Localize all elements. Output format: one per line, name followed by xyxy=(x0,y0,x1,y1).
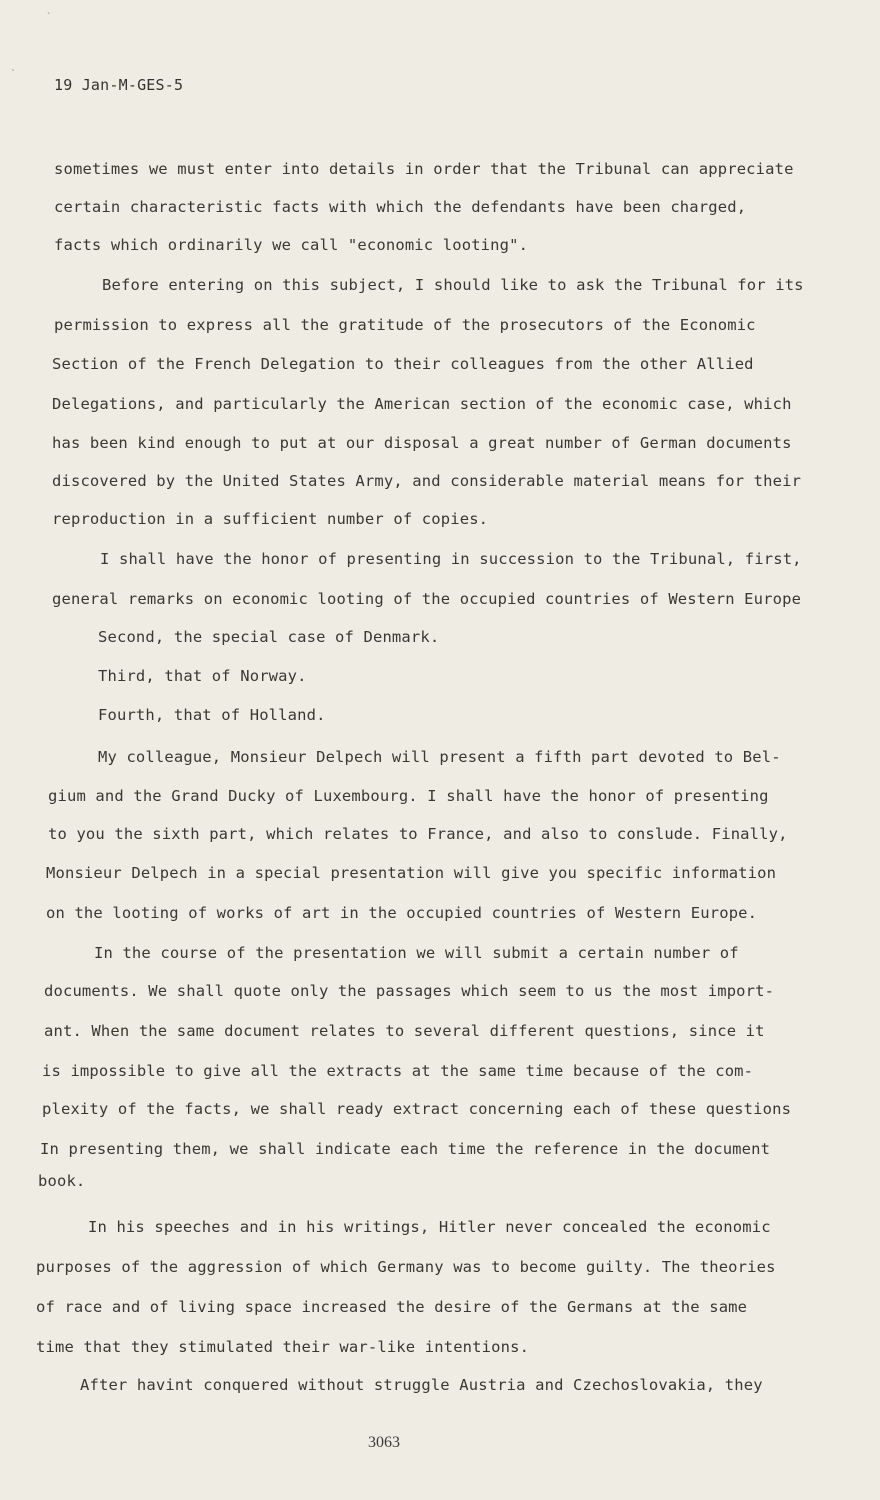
text-line: book. xyxy=(38,1172,86,1190)
text-line: purposes of the aggression of which Germany was to become guilty. The theories xyxy=(36,1258,776,1276)
text-line: Before entering on this subject, I should like to ask the Tribunal for its xyxy=(102,276,804,294)
text-line: reproduction in a sufficient number of copies. xyxy=(52,510,489,528)
text-line: Section of the French Delegation to their colleagues from the other Allied xyxy=(52,355,754,373)
text-line: has been kind enough to put at our disposal a great number of German documents xyxy=(52,434,792,452)
text-line: I shall have the honor of presenting in succession to the Tribunal, first, xyxy=(100,550,802,568)
text-line: discovered by the United States Army, and considerable material means for their xyxy=(52,472,802,490)
text-line: plexity of the facts, we shall ready extract concerning each of these questions xyxy=(42,1100,792,1118)
text-line: Third, that of Norway. xyxy=(98,667,307,685)
text-line: Delegations, and particularly the American section of the economic case, which xyxy=(52,395,792,413)
scan-mark: ˎ xyxy=(10,60,17,71)
text-line: documents. We shall quote only the passages which seem to us the most import- xyxy=(44,982,775,1000)
text-line: is impossible to give all the extracts at the same time because of the com- xyxy=(42,1062,754,1080)
text-line: ant. When the same document relates to several different questions, since it xyxy=(44,1022,765,1040)
text-line: In presenting them, we shall indicate each time the reference in the document xyxy=(40,1140,771,1158)
text-line: In his speeches and in his writings, Hitler never concealed the economic xyxy=(88,1218,771,1236)
text-line: Fourth, that of Holland. xyxy=(98,706,326,724)
scan-mark: ˋ xyxy=(46,12,53,23)
text-line: of race and of living space increased the desire of the Germans at the same xyxy=(36,1298,748,1316)
text-line: gium and the Grand Ducky of Luxembourg. I shall have the honor of presenting xyxy=(48,787,769,805)
text-line: Monsieur Delpech in a special presentation will give you specific information xyxy=(46,864,777,882)
text-line: sometimes we must enter into details in order that the Tribunal can appreciate xyxy=(54,160,794,178)
text-line: facts which ordinarily we call "economic looting". xyxy=(54,236,529,254)
text-line: time that they stimulated their war-like intentions. xyxy=(36,1338,530,1356)
text-line: My colleague, Monsieur Delpech will present a fifth part devoted to Bel- xyxy=(98,748,781,766)
page-number: 3063 xyxy=(368,1434,400,1451)
text-line: to you the sixth part, which relates to France, and also to conslude. Finally, xyxy=(48,825,788,843)
text-line: certain characteristic facts with which the defendants have been charged, xyxy=(54,198,747,216)
text-line: Second, the special case of Denmark. xyxy=(98,628,440,646)
text-line: In the course of the presentation we will submit a certain number of xyxy=(94,944,739,962)
document-header: 19 Jan-M-GES-5 xyxy=(54,76,184,94)
text-line: After havint conquered without struggle Austria and Czechoslovakia, they xyxy=(80,1376,763,1394)
text-line: general remarks on economic looting of the occupied countries of Western Europe xyxy=(52,590,802,608)
text-line: permission to express all the gratitude of the prosecutors of the Economic xyxy=(54,316,756,334)
text-line: on the looting of works of art in the occupied countries of Western Europe. xyxy=(46,904,758,922)
